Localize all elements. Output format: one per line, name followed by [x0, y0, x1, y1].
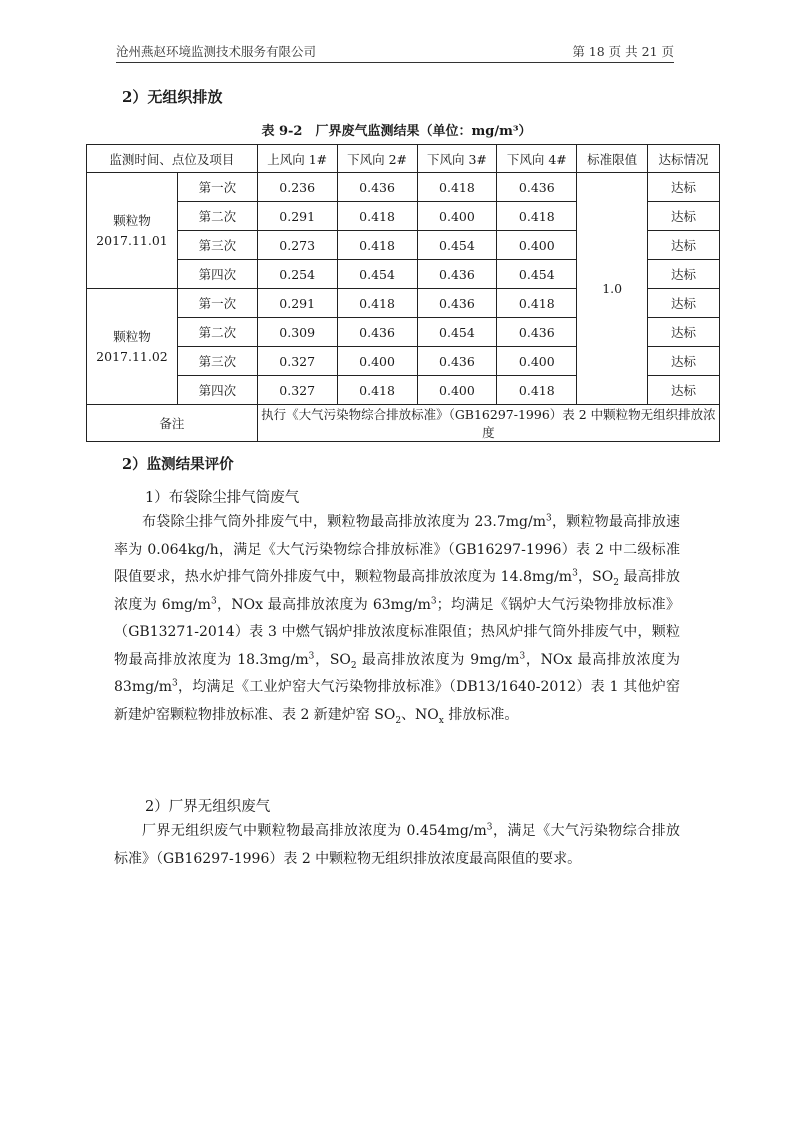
- value-cell: 0.436: [337, 318, 417, 347]
- status-cell: 达标: [648, 231, 720, 260]
- value-cell: 0.418: [337, 376, 417, 405]
- time-cell: 第一次: [177, 173, 257, 202]
- status-cell: 达标: [648, 173, 720, 202]
- status-cell: 达标: [648, 202, 720, 231]
- status-cell: 达标: [648, 376, 720, 405]
- group-date: 2017.11.02: [96, 348, 168, 364]
- value-cell: 0.327: [257, 347, 337, 376]
- header-cell: 监测时间、点位及项目: [87, 145, 258, 173]
- value-cell: 0.400: [337, 347, 417, 376]
- header-cell: 标准限值: [577, 145, 648, 173]
- monitoring-table: [86, 144, 720, 442]
- table-row: [87, 173, 720, 202]
- table-caption: 表 9-2 厂界废气监测结果（单位：mg/m³）: [261, 124, 532, 139]
- limit-cell: 1.0: [577, 173, 648, 405]
- time-cell: 第一次: [177, 289, 257, 318]
- status-cell: 达标: [648, 347, 720, 376]
- value-cell: 0.309: [257, 318, 337, 347]
- note-row: [87, 405, 720, 442]
- time-cell: 第三次: [177, 347, 257, 376]
- value-cell: 0.418: [497, 202, 577, 231]
- value-cell: 0.400: [497, 347, 577, 376]
- value-cell: 0.400: [417, 376, 497, 405]
- value-cell: 0.418: [337, 289, 417, 318]
- page-header: [116, 38, 674, 63]
- value-cell: 0.454: [417, 318, 497, 347]
- value-cell: 0.400: [417, 202, 497, 231]
- header-cell: 上风向 1#: [257, 145, 337, 173]
- group-item: 颗粒物: [113, 212, 151, 228]
- value-cell: 0.436: [497, 173, 577, 202]
- value-cell: 0.454: [497, 260, 577, 289]
- subsection-fugitive: 2）厂界无组织废气: [145, 799, 271, 815]
- note-label: 备注: [87, 405, 258, 442]
- group-label: [87, 173, 178, 289]
- company-name: 沧州燕赵环境监测技术服务有限公司: [116, 44, 317, 59]
- header-cell: 下风向 4#: [497, 145, 577, 173]
- value-cell: 0.436: [417, 260, 497, 289]
- value-cell: 0.418: [417, 173, 497, 202]
- value-cell: 0.418: [497, 376, 577, 405]
- paragraph-baghouse: 布袋除尘排气筒外排废气中，颗粒物最高排放浓度为 $23.7mg/m^3$，颗粒物最高排放速率为 0.064kg/h，满足《大气污染物综合排放标准》（GB16297-1996）表 2 中二级标准限值要求，热水炉排气筒外排废气中，颗粒物最高排放浓度为 $14.8mg/m^3$，$SO_2$ 最高排放浓度为 $6mg/m^3$，NOx 最高排放浓度为 $63mg/m^3$；均满足《锅炉大气污染物排放标准》（GB13271-2014）表 3 中燃气锅炉排放浓度标准限值；热风炉排气筒外排废气中，颗粒物最高排放浓度为 $18.3mg/m^3$，$SO_2$ 最高排放浓度为 $9mg/m^3$，NOx 最高排放浓度为 $83mg/m^3$，均满足《工业炉窑大气污染物排放标准》（DB13/1640-2012）表 1 其他炉窑新建炉窑颗粒物排放标准、表 2 新建炉窑 $SO_2$、$NO_x$ 排放标准。: [114, 513, 681, 726]
- value-cell: 0.291: [257, 202, 337, 231]
- value-cell: 0.418: [337, 202, 417, 231]
- status-cell: 达标: [648, 260, 720, 289]
- section-heading-fugitive: 2）无组织排放: [122, 88, 223, 106]
- value-cell: 0.418: [337, 231, 417, 260]
- value-cell: 0.236: [257, 173, 337, 202]
- value-cell: 0.436: [337, 173, 417, 202]
- note-text: 执行《大气污染物综合排放标准》（GB16297-1996）表 2 中颗粒物无组织排放浓度: [257, 405, 719, 442]
- value-cell: 0.436: [417, 347, 497, 376]
- value-cell: 0.436: [417, 289, 497, 318]
- time-cell: 第三次: [177, 231, 257, 260]
- page-number: 第 18 页 共 21 页: [572, 44, 674, 59]
- value-cell: 0.436: [497, 318, 577, 347]
- value-cell: 0.291: [257, 289, 337, 318]
- value-cell: 0.418: [497, 289, 577, 318]
- status-cell: 达标: [648, 289, 720, 318]
- value-cell: 0.454: [417, 231, 497, 260]
- subsection-baghouse: 1）布袋除尘排气筒废气: [145, 490, 300, 506]
- group-label: [87, 289, 178, 405]
- value-cell: 0.254: [257, 260, 337, 289]
- header-cell: 下风向 3#: [417, 145, 497, 173]
- time-cell: 第四次: [177, 376, 257, 405]
- time-cell: 第四次: [177, 260, 257, 289]
- time-cell: 第二次: [177, 318, 257, 347]
- time-cell: 第二次: [177, 202, 257, 231]
- value-cell: 0.454: [337, 260, 417, 289]
- header-cell: 达标情况: [648, 145, 720, 173]
- group-item: 颗粒物: [113, 328, 151, 344]
- status-cell: 达标: [648, 318, 720, 347]
- section-heading-evaluation: 2）监测结果评价: [122, 456, 234, 473]
- table-header-row: [87, 145, 720, 173]
- group-date: 2017.11.01: [96, 232, 168, 248]
- paragraph-fugitive: 厂界无组织废气中颗粒物最高排放浓度为 $0.454mg/m^3$，满足《大气污染物综合排放标准》（GB16297-1996）表 2 中颗粒物无组织排放浓度最高限值的要求。: [114, 822, 680, 867]
- value-cell: 0.327: [257, 376, 337, 405]
- value-cell: 0.273: [257, 231, 337, 260]
- header-cell: 下风向 2#: [337, 145, 417, 173]
- value-cell: 0.400: [497, 231, 577, 260]
